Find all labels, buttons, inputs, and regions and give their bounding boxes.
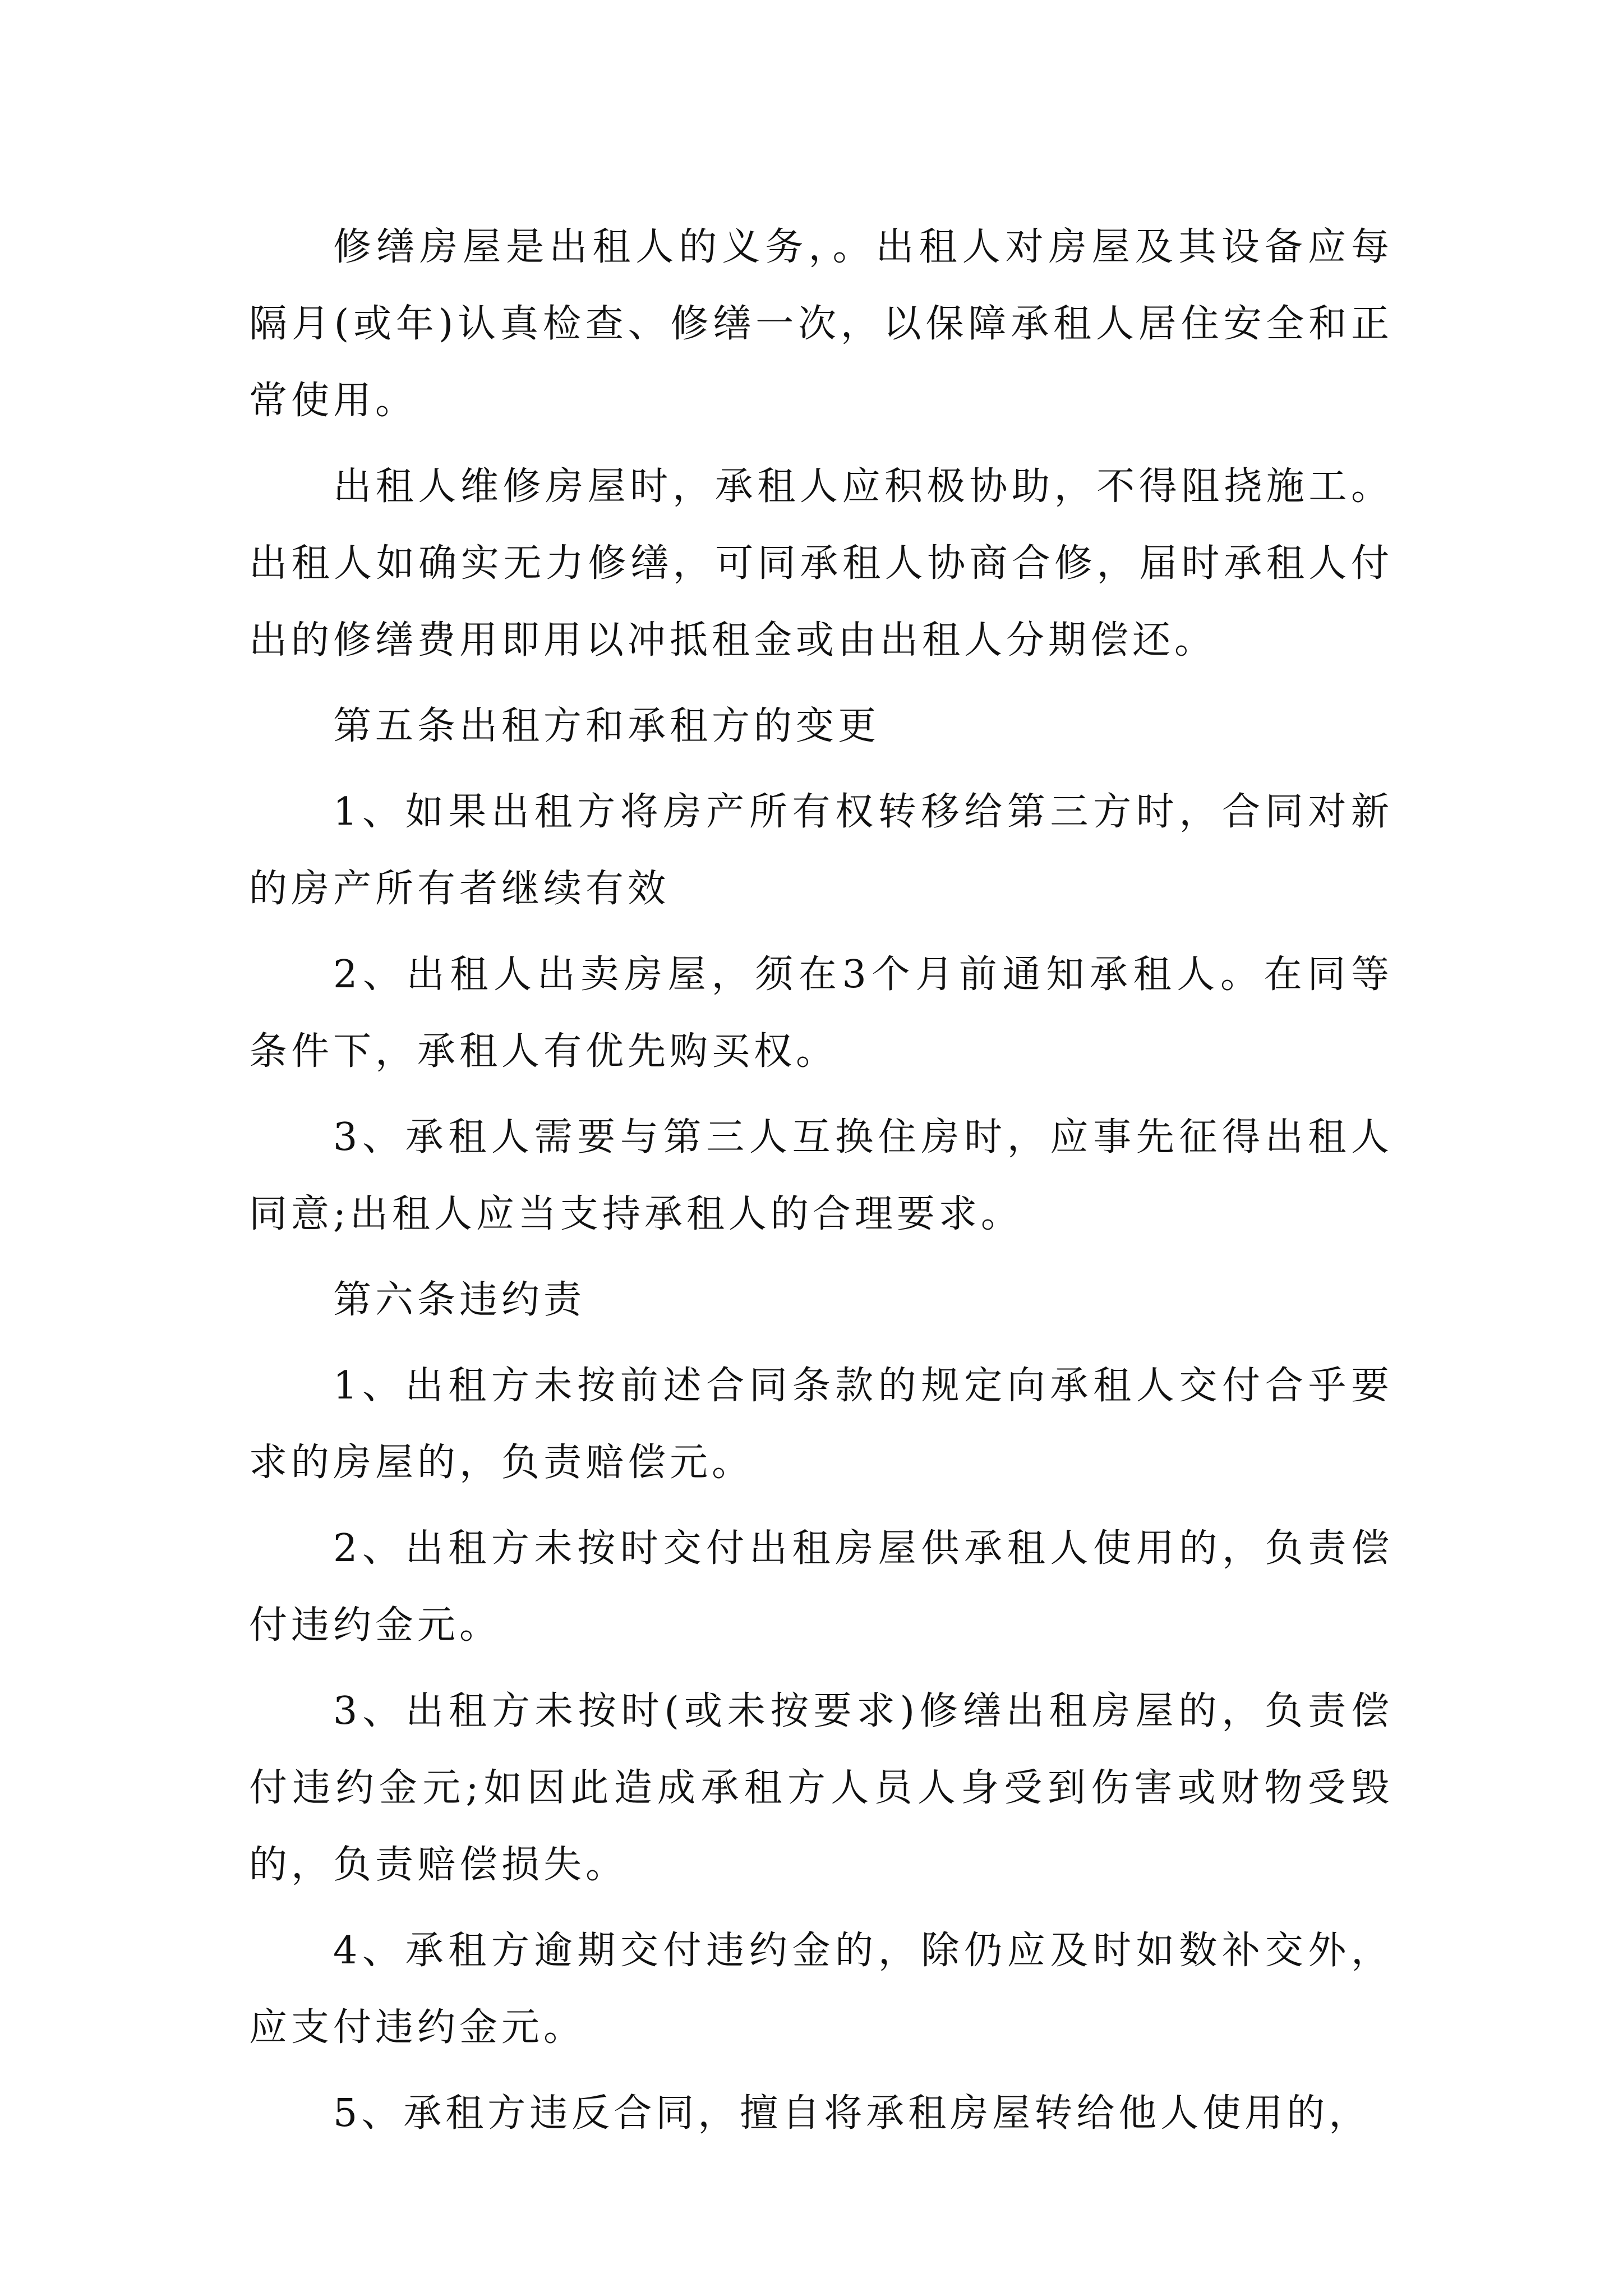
paragraph-repair-obligation: 修缮房屋是出租人的义务，。出租人对房屋及其设备应每隔月(或年)认真检查、修缮一次，以保障承租人居住安全和正常使用。	[249, 225, 1393, 423]
heading-article-six: 第六条违约责	[333, 1278, 586, 1322]
paragraph-article-six-item-1: 1、出租方未按前述合同条款的规定向承租人交付合乎要求的房屋的，负责赔偿元。	[249, 1364, 1393, 1485]
heading-article-five: 第五条出租方和承租方的变更	[333, 704, 880, 748]
paragraph-article-five-item-1: 1、如果出租方将房产所有权转移给第三方时，合同对新的房产所有者继续有效	[249, 790, 1393, 911]
paragraph-article-six-item-5: 5、承租方违反合同，擅自将承租房屋转给他人使用的，	[333, 2091, 1371, 2136]
paragraph-article-six-item-3: 3、出租方未按时(或未按要求)修缮出租房屋的，负责偿付违约金元;如因此造成承租方人员人身受到伤害或财物受毁的，负责赔偿损失。	[249, 1689, 1393, 1887]
paragraph-repair-cooperation: 出租人维修房屋时，承租人应积极协助，不得阻挠施工。出租人如确实无力修缮，可同承租人协商合修，届时承租人付出的修缮费用即用以冲抵租金或由出租人分期偿还。	[249, 464, 1393, 662]
paragraph-article-six-item-2: 2、出租方未按时交付出租房屋供承租人使用的，负责偿付违约金元。	[249, 1526, 1393, 1648]
paragraph-article-five-item-2: 2、出租人出卖房屋，须在3个月前通知承租人。在同等条件下，承租人有优先购买权。	[249, 953, 1393, 1074]
paragraph-article-five-item-3: 3、承租人需要与第三人互换住房时，应事先征得出租人同意;出租人应当支持承租人的合理要求。	[249, 1115, 1393, 1236]
document-body	[249, 209, 1393, 2161]
paragraph-article-six-item-4: 4、承租方逾期交付违约金的，除仍应及时如数补交外，应支付违约金元。	[249, 1929, 1393, 2050]
